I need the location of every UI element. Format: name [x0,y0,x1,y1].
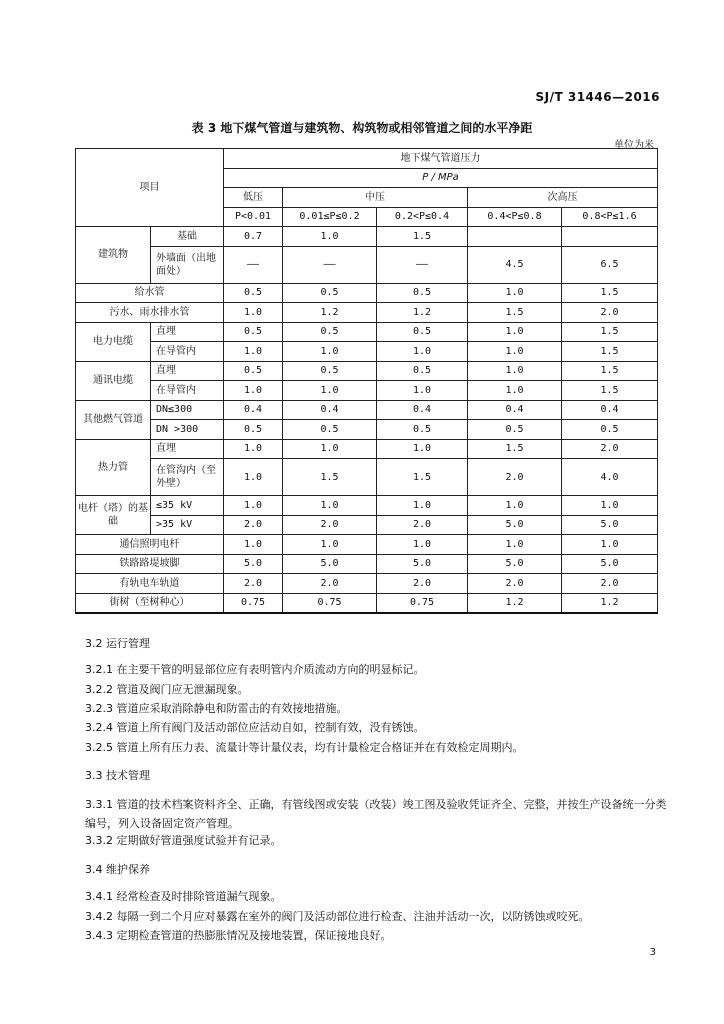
cell: —— [224,246,283,283]
row-label: 通信照明电杆 [76,535,224,555]
cell: 5.0 [377,554,468,574]
cell: 1.2 [377,303,468,323]
table-row [76,459,658,496]
cell: 2.0 [283,515,377,535]
cell: 0.5 [562,420,658,440]
cell: 4.0 [562,459,658,496]
table-row [76,227,658,247]
cell: 1.5 [468,439,562,459]
table-title: 表 3 地下煤气管道与建筑物、构筑物或相邻管道之间的水平净距 [191,121,533,135]
group-subhigh: 次高压 [468,188,658,208]
cell: 1.0 [283,496,377,516]
row-label: 污水、雨水排水管 [76,303,224,323]
row-label: 铁路路堤坡脚 [76,554,224,574]
cell: 1.5 [283,459,377,496]
cell: 1.0 [224,535,283,555]
cell: 1.0 [377,381,468,401]
cell: 1.5 [562,361,658,381]
clause: 3.2.1 在主要干管的明显部位应有表明管内介质流动方向的明显标记。 [85,663,425,676]
clause: 3.4.3 定期检查管道的热膨胀情况及接地装置，保证接地良好。 [85,929,392,942]
row-sublabel: 外墙面（出地面处） [151,246,224,283]
cell: 1.0 [468,322,562,342]
range-3: 0.2<P≤0.4 [377,207,468,227]
table-row [76,400,658,420]
table-row [76,322,658,342]
row-sublabel: 在导管内 [151,381,224,401]
cell: 0.5 [283,322,377,342]
row-sublabel: 直埋 [151,361,224,381]
cell: 0.4 [562,400,658,420]
cell: 0.5 [283,420,377,440]
cell: —— [283,246,377,283]
cell: 0.75 [377,593,468,613]
unit-note: 单位为米 [614,140,654,151]
cell: 1.5 [377,227,468,247]
cell: 1.0 [377,342,468,362]
cell: 1.0 [224,303,283,323]
row-label: 给水管 [76,283,224,303]
row-sublabel: ≤35 kV [151,496,224,516]
cell: 0.7 [224,227,283,247]
cell [562,227,658,247]
row-label: 电杆（塔）的基础 [76,496,151,535]
cell: —— [377,246,468,283]
cell: 1.5 [562,283,658,303]
cell: 1.0 [468,361,562,381]
cell: 2.0 [224,515,283,535]
clause: 3.2.2 管道及阀门应无泄漏现象。 [85,683,249,696]
section-heading: 3.3 技术管理 [85,769,150,782]
cell: 1.0 [283,381,377,401]
item-header: 项目 [76,149,224,227]
table-row [76,515,658,535]
cell: 2.0 [468,459,562,496]
cell: 1.0 [283,227,377,247]
cell: 1.2 [283,303,377,323]
cell: 0.5 [468,420,562,440]
cell: 1.0 [468,535,562,555]
cell: 1.5 [377,459,468,496]
clearance-table [75,148,658,614]
clause: 3.4.1 经常检查及时排除管道漏气现象。 [85,890,282,903]
cell: 1.5 [562,342,658,362]
range-4: 0.4<P≤0.8 [468,207,562,227]
cell: 1.2 [562,593,658,613]
cell: 1.0 [468,496,562,516]
cell: 0.4 [224,400,283,420]
cell: 1.0 [224,342,283,362]
cell: 0.4 [377,400,468,420]
cell: 0.5 [377,283,468,303]
cell: 1.0 [468,342,562,362]
group-low: 低压 [224,188,283,208]
cell: 1.0 [377,535,468,555]
cell: 0.5 [224,322,283,342]
cell: 0.5 [224,420,283,440]
cell: 1.0 [468,283,562,303]
row-label: 街树（至树种心） [76,593,224,613]
row-label: 通讯电缆 [76,361,151,400]
cell: 2.0 [377,574,468,594]
pressure-unit: P / MPa [224,168,658,188]
table-row [76,361,658,381]
cell: 5.0 [468,515,562,535]
table-row [76,535,658,555]
range-1: P<0.01 [224,207,283,227]
clause: 3.3.1 管道的技术档案资料齐全、正确，有管线图或安装（改装）竣工图及验收凭证齐全、完整，并按生产设备统一分类编号，列入设备固定资产管理。 [85,798,667,830]
table-row [76,574,658,594]
cell: 6.5 [562,246,658,283]
group-medium: 中压 [283,188,468,208]
cell: 1.0 [377,439,468,459]
cell: 0.5 [377,361,468,381]
cell: 0.5 [283,361,377,381]
cell: 5.0 [283,554,377,574]
cell: 2.0 [377,515,468,535]
table-row [76,496,658,516]
clause: 3.3.2 定期做好管道强度试验并有记录。 [85,834,282,847]
row-sublabel: >35 kV [151,515,224,535]
range-5: 0.8<P≤1.6 [562,207,658,227]
cell: 1.0 [224,439,283,459]
cell: 1.0 [562,496,658,516]
cell: 1.0 [224,381,283,401]
section-heading: 3.2 运行管理 [85,637,150,650]
cell: 1.0 [283,342,377,362]
row-sublabel: 直埋 [151,322,224,342]
table-row [76,439,658,459]
clause: 3.2.3 管道应采取消除静电和防雷击的有效接地措施。 [85,702,348,715]
table-row [76,593,658,613]
cell: 0.75 [224,593,283,613]
cell: 1.5 [468,303,562,323]
cell: 0.5 [224,361,283,381]
table-row [76,246,658,283]
cell: 0.5 [377,322,468,342]
cell: 1.0 [468,381,562,401]
row-sublabel: DN >300 [151,420,224,440]
row-sublabel: 直埋 [151,439,224,459]
cell: 0.4 [283,400,377,420]
page-number: 3 [649,947,656,958]
row-label: 建筑物 [76,227,151,284]
cell: 2.0 [562,303,658,323]
header-row-1 [76,149,658,169]
cell: 2.0 [562,574,658,594]
table-row [76,283,658,303]
clause: 3.2.4 管道上所有阀门及活动部位应活动自如，控制有效，没有锈蚀。 [85,721,425,734]
row-label: 热力管 [76,439,151,496]
table-row [76,554,658,574]
range-2: 0.01≤P≤0.2 [283,207,377,227]
cell: 1.5 [562,322,658,342]
cell: 2.0 [562,439,658,459]
cell: 2.0 [468,574,562,594]
standard-code: SJ/T 31446—2016 [535,90,660,104]
row-label: 其他燃气管道 [76,400,151,439]
table-row [76,420,658,440]
cell: 0.5 [283,283,377,303]
row-sublabel: 基础 [151,227,224,247]
cell: 1.0 [377,496,468,516]
row-sublabel: DN≤300 [151,400,224,420]
clause: 3.2.5 管道上所有压力表、流量计等计量仪表，均有计量检定合格证并在有效检定周期内。 [85,741,524,754]
cell: 4.5 [468,246,562,283]
cell: 1.0 [283,535,377,555]
cell: 1.5 [562,381,658,401]
table-row [76,381,658,401]
row-sublabel: 在管沟内（至外壁） [151,459,224,496]
cell: 5.0 [224,554,283,574]
cell: 1.2 [468,593,562,613]
row-label: 有轨电车轨道 [76,574,224,594]
pressure-title: 地下煤气管道压力 [224,149,658,169]
cell: 1.0 [562,535,658,555]
table-row [76,303,658,323]
cell: 0.5 [224,283,283,303]
cell: 0.4 [468,400,562,420]
cell: 1.0 [283,439,377,459]
section-heading: 3.4 维护保养 [85,863,150,876]
row-sublabel: 在导管内 [151,342,224,362]
cell: 5.0 [562,554,658,574]
cell: 2.0 [283,574,377,594]
cell: 2.0 [224,574,283,594]
cell: 0.5 [377,420,468,440]
table-row [76,342,658,362]
cell [468,227,562,247]
row-label: 电力电缆 [76,322,151,361]
cell: 5.0 [562,515,658,535]
cell: 0.75 [283,593,377,613]
clause: 3.4.2 每隔一到二个月应对暴露在室外的阀门及活动部位进行检查、注油并活动一次，以防锈蚀或咬死。 [85,910,590,923]
cell: 1.0 [224,459,283,496]
cell: 5.0 [468,554,562,574]
cell: 1.0 [224,496,283,516]
